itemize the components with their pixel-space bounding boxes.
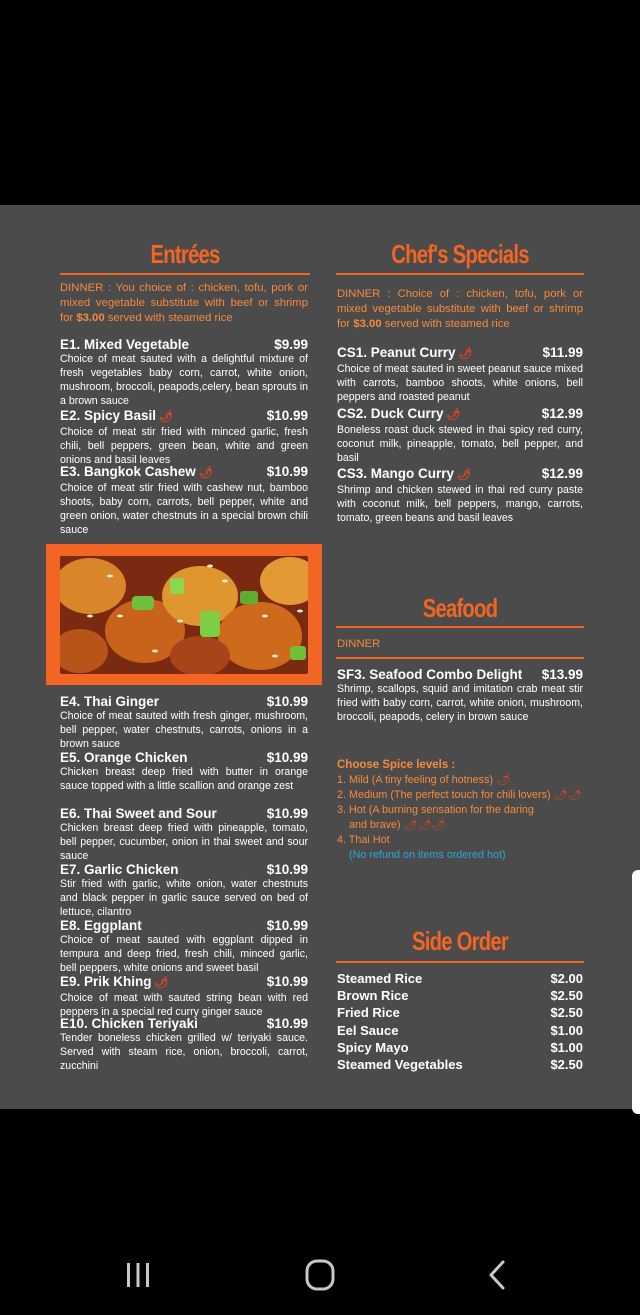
item-price: $9.99 bbox=[274, 337, 308, 352]
side-item: Eel Sauce $1.00 bbox=[337, 1022, 583, 1038]
item-name: E10. Chicken Teriyaki bbox=[60, 1016, 198, 1031]
seafood-dinner: DINNER bbox=[337, 638, 381, 650]
item-price: $10.99 bbox=[266, 1016, 308, 1031]
item-desc: Choice of meat sauted in sweet peanut sauce mixed with carrots, bamboo shoots, white onions, bell peppers and roasted peanut bbox=[337, 363, 583, 403]
item-desc: Shrimp and chicken stewed in thai red curry paste with coconut milk, bell peppers, mango, carrots, tomato, green beans and basil leaves bbox=[337, 484, 583, 524]
chef-specials-intro bbox=[337, 287, 583, 332]
item-price: $11.99 bbox=[542, 345, 583, 360]
item-price: $10.99 bbox=[266, 806, 308, 821]
entrees-rule bbox=[60, 273, 310, 275]
item-price: $10.99 bbox=[266, 464, 308, 479]
item-desc: Chicken breast deep fried with pineapple, tomato, bell pepper, cucumber, onion in thai sweet and sour sauce bbox=[60, 822, 308, 862]
chili-icon: 🌶 bbox=[496, 774, 511, 786]
chef-intro-price: $3.00 bbox=[353, 318, 382, 330]
menu-item-cs3 bbox=[337, 466, 583, 525]
chili-icon: 🌶 bbox=[198, 467, 213, 479]
menu-image bbox=[0, 205, 640, 1109]
item-name: E3. Bangkok Cashew bbox=[60, 464, 196, 479]
seafood-title: Seafood bbox=[422, 593, 498, 623]
item-name: E1. Mixed Vegetable bbox=[60, 337, 190, 352]
side-order-list bbox=[337, 970, 583, 1073]
chili-icon: 🌶🌶 bbox=[553, 789, 582, 801]
seafood-rule bbox=[336, 626, 584, 628]
back-icon bbox=[478, 1258, 518, 1292]
recents-icon bbox=[118, 1258, 158, 1292]
chili-icon: 🌶 bbox=[159, 411, 174, 423]
item-name: E8. Eggplant bbox=[60, 918, 142, 933]
orange-chicken-photo bbox=[60, 556, 308, 674]
chili-icon: 🌶 bbox=[446, 409, 461, 421]
entrees-intro bbox=[60, 281, 308, 326]
item-name: E2. Spicy Basil bbox=[60, 408, 157, 423]
chili-icon: 🌶 bbox=[458, 348, 473, 360]
menu-item-e10 bbox=[60, 1016, 308, 1073]
side-item: Spicy Mayo $1.00 bbox=[337, 1039, 583, 1055]
menu-item-e8 bbox=[60, 918, 308, 975]
menu-item-e6 bbox=[60, 806, 308, 863]
spice-level-3: 3. Hot (A burning sensation for the daring bbox=[337, 804, 534, 816]
item-price: $10.99 bbox=[266, 750, 308, 765]
item-price: $10.99 bbox=[266, 862, 308, 877]
seafood-rule-2 bbox=[336, 657, 584, 659]
chef-intro-tail: served with steamed rice bbox=[381, 318, 510, 330]
side-item: Brown Rice $2.50 bbox=[337, 988, 583, 1004]
spice-note: (No refund on items ordered hot) bbox=[349, 849, 506, 861]
item-price: $12.99 bbox=[541, 406, 583, 421]
item-price: $10.99 bbox=[266, 974, 308, 989]
item-name: E9. Prik Khing bbox=[60, 974, 152, 989]
item-desc: Choice of meat stir fried with cashew nut, bamboo shoots, baby corn, carrots, bell pepper, white and green onion, water chestnuts in a special brown chili sauce bbox=[60, 482, 308, 536]
menu-item-e5 bbox=[60, 750, 308, 793]
side-item: Steamed Rice $2.00 bbox=[337, 971, 583, 986]
menu-item-cs1 bbox=[337, 345, 583, 404]
recents-button[interactable] bbox=[118, 1258, 158, 1292]
spice-level-3-cont: and brave) 🌶🌶🌶 bbox=[349, 819, 446, 831]
side-item: Fried Rice $2.50 bbox=[337, 1005, 583, 1021]
item-desc: Shrimp, scallops, squid and imitation crab meat stir fried with baby corn, carrot, white onion, mushroom, broccoli, peapods, celery in brown sauce bbox=[337, 683, 583, 723]
item-name: CS2. Duck Curry bbox=[337, 406, 444, 421]
item-desc: Choice of meat sauted with fresh ginger, mushroom, bell pepper, water chestnuts, carrots, onions in a brown sauce bbox=[60, 710, 308, 750]
side-item: Steamed Vegetables $2.50 bbox=[337, 1057, 583, 1073]
spice-level-2: 2. Medium (The perfect touch for chili lovers) 🌶🌶 bbox=[337, 789, 582, 801]
item-desc: Choice of meat sauted with eggplant dipped in tempura and deep fried, fresh chili, minced garlic, bell peppers, white onions and sweet basil bbox=[60, 934, 308, 974]
chef-specials-title: Chef's Specials bbox=[391, 239, 529, 269]
menu-item-e4 bbox=[60, 694, 308, 751]
scroll-handle[interactable] bbox=[632, 870, 640, 1114]
item-name: E4. Thai Ginger bbox=[60, 694, 160, 709]
chili-icon: 🌶 bbox=[154, 977, 169, 989]
menu-item-e1 bbox=[60, 337, 308, 408]
item-name: SF3. Seafood Combo Delight bbox=[337, 667, 523, 682]
side-order-title: Side Order bbox=[412, 926, 508, 956]
chili-icon: 🌶 bbox=[457, 469, 471, 481]
spice-title: Choose Spice levels : bbox=[337, 759, 456, 771]
menu-item-e2 bbox=[60, 408, 308, 467]
entrees-intro-tail: served with steamed rice bbox=[104, 312, 233, 324]
chef-intro-text: DINNER : Choice of : chicken, tofu, pork or mixed vegetable substitute with beef or shrimp for bbox=[337, 288, 583, 330]
item-desc: Choice of meat stir fried with minced garlic, fresh chili, bell peppers, green bean, white and green onions and basil leaves bbox=[60, 426, 308, 466]
menu-item-sf3 bbox=[337, 667, 583, 724]
item-name: CS3. Mango Curry bbox=[337, 466, 455, 481]
item-price: $12.99 bbox=[541, 466, 583, 481]
item-desc: Stir fried with garlic, white onion, water chestnuts and black pepper in garlic sauce served on bed of lettuce, cilantro bbox=[60, 878, 308, 918]
entrees-intro-text: DINNER : You choice of : chicken, tofu, pork or mixed vegetable substitute with beef or shrimp for bbox=[60, 282, 308, 324]
spice-levels bbox=[337, 758, 587, 863]
item-price: $10.99 bbox=[266, 918, 308, 933]
spice-level-4: 4. Thai Hot bbox=[337, 834, 390, 846]
item-name: E7. Garlic Chicken bbox=[60, 862, 179, 877]
home-icon bbox=[300, 1258, 340, 1292]
item-name: CS1. Peanut Curry bbox=[337, 345, 456, 360]
food-photo-frame bbox=[46, 544, 322, 685]
item-desc: Boneless roast duck stewed in thai spicy red curry, coconut milk, pineapple, tomato, bell pepper, and basil bbox=[337, 424, 583, 464]
entrees-intro-price: $3.00 bbox=[76, 312, 105, 324]
menu-item-e3 bbox=[60, 464, 308, 537]
item-name: E6. Thai Sweet and Sour bbox=[60, 806, 217, 821]
back-button[interactable] bbox=[478, 1258, 518, 1292]
item-price: $13.99 bbox=[541, 667, 583, 682]
item-name: E5. Orange Chicken bbox=[60, 750, 188, 765]
item-desc: Chicken breast deep fried with butter in orange sauce topped with a little scallion and orange zest bbox=[60, 766, 308, 792]
side-order-rule bbox=[336, 961, 584, 963]
item-price: $10.99 bbox=[266, 408, 308, 423]
menu-item-e7 bbox=[60, 862, 308, 919]
spice-level-1: 1. Mild (A tiny feeling of hotness) 🌶 bbox=[337, 774, 511, 786]
item-desc: Tender boneless chicken grilled w/ teriyaki sauce. Served with steam rice, onion, broccoli, carrot, zucchini bbox=[60, 1032, 308, 1072]
chef-specials-rule bbox=[336, 273, 584, 275]
entrees-title: Entrées bbox=[150, 239, 220, 269]
item-desc: Choice of meat with sauted string bean with red peppers in a special red curry ginger sauce bbox=[60, 992, 308, 1018]
menu-item-e9 bbox=[60, 974, 308, 1019]
chili-icon: 🌶🌶🌶 bbox=[403, 819, 446, 831]
menu-item-cs2 bbox=[337, 406, 583, 465]
item-price: $10.99 bbox=[266, 694, 308, 709]
navigation-bar bbox=[0, 1230, 640, 1315]
home-button[interactable] bbox=[300, 1258, 340, 1292]
item-desc: Choice of meat sauted with a delightful mixture of fresh vegetables baby corn, carrot, white onion, mushroom, broccoli, peapods,celery, bean sprouts in a brown sauce bbox=[60, 353, 308, 407]
